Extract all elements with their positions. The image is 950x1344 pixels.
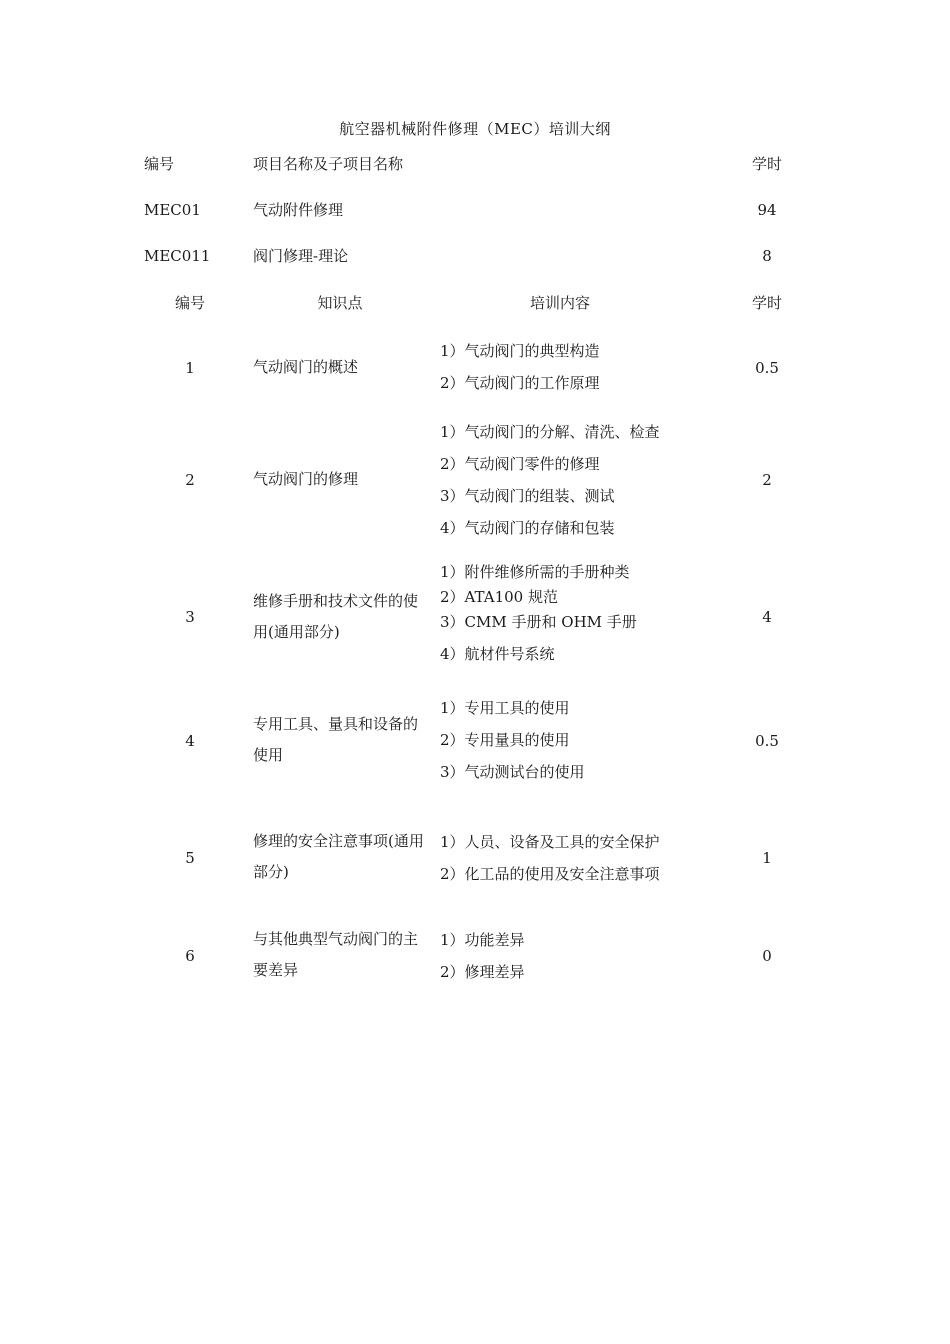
row-num: 4 (185, 732, 195, 750)
project-hours: 94 (757, 201, 777, 219)
project-name: 气动附件修理 (253, 201, 344, 219)
row-knowledge: 维修手册和技术文件的使用(通用部分) (253, 592, 419, 641)
project-code: MEC01 (144, 201, 201, 219)
subproject-code: MEC011 (144, 247, 211, 265)
row-content (440, 832, 720, 896)
row-hours: 1 (762, 849, 772, 867)
row-content (440, 698, 720, 794)
row-hours: 0 (762, 947, 772, 965)
content-line: 2）气动阀门的工作原理 (440, 374, 600, 392)
table-header-knowledge: 知识点 (317, 294, 363, 312)
content-line: 2）专用量具的使用 (440, 731, 570, 749)
subproject-hours: 8 (762, 247, 772, 265)
row-knowledge: 气动阀门的修理 (253, 470, 359, 488)
content-line: 1）气动阀门的典型构造 (440, 342, 600, 360)
table-header-content: 培训内容 (529, 294, 590, 312)
row-hours: 2 (762, 471, 772, 489)
row-knowledge: 与其他典型气动阀门的主要差异 (253, 930, 419, 979)
row-knowledge: 专用工具、量具和设备的使用 (253, 715, 419, 764)
row-hours: 0.5 (755, 732, 779, 750)
content-line: 1）功能差异 (440, 931, 525, 949)
header-code-label: 编号 (144, 155, 175, 173)
header-hours-label: 学时 (751, 155, 782, 173)
row-knowledge: 修理的安全注意事项(通用部分) (253, 832, 424, 881)
subproject-name: 阀门修理-理论 (253, 247, 349, 265)
row-num: 2 (185, 471, 195, 489)
header-name-label: 项目名称及子项目名称 (253, 155, 404, 173)
row-num: 6 (185, 947, 195, 965)
content-line: 2）气动阀门零件的修理 (440, 455, 600, 473)
content-line: 3）气动测试台的使用 (440, 763, 585, 781)
content-line: 3）CMM 手册和 OHM 手册 (440, 613, 637, 631)
content-line: 2）化工品的使用及安全注意事项 (440, 865, 660, 883)
content-line: 1）专用工具的使用 (440, 699, 570, 717)
row-content (440, 422, 720, 550)
content-line: 4）气动阀门的存储和包装 (440, 519, 615, 537)
content-line: 2）ATA100 规范 (440, 588, 558, 606)
row-knowledge: 气动阀门的概述 (253, 358, 359, 376)
row-content (440, 930, 720, 994)
row-hours: 4 (762, 608, 772, 626)
content-line: 2）修理差异 (440, 963, 525, 981)
row-content (440, 562, 720, 669)
page-title: 航空器机械附件修理（MEC）培训大纲 (339, 120, 611, 138)
row-num: 1 (185, 359, 195, 377)
content-line: 4）航材件号系统 (440, 645, 555, 663)
table-header-hours: 学时 (751, 294, 782, 312)
content-line: 1）气动阀门的分解、清洗、检查 (440, 423, 660, 441)
row-num: 5 (185, 849, 195, 867)
row-content (440, 341, 720, 405)
row-hours: 0.5 (755, 359, 779, 377)
content-line: 1）人员、设备及工具的安全保护 (440, 833, 660, 851)
content-line: 3）气动阀门的组装、测试 (440, 487, 615, 505)
row-num: 3 (185, 608, 195, 626)
table-header-num: 编号 (174, 294, 205, 312)
content-line: 1）附件维修所需的手册种类 (440, 563, 630, 581)
